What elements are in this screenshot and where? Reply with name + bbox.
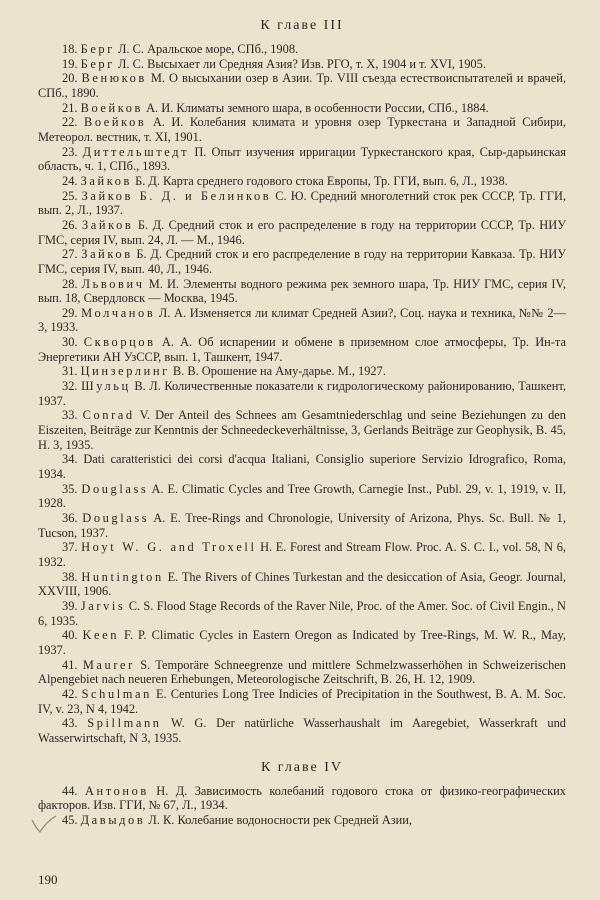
reference-entry (38, 277, 566, 306)
reference-text: А. И. Колебания климата и уровня озер Туркестана и Западной Сибири, Метеорол. вестник, т. XI, 1901. (38, 115, 566, 144)
reference-number: 39. (62, 598, 78, 613)
reference-number: 45. (62, 812, 78, 827)
reference-number: 43. (62, 716, 78, 731)
reference-text: А. И. Климаты земного шара, в особенности России, СПб., 1884. (146, 100, 489, 115)
reference-number: 29. (62, 305, 78, 320)
reference-text: В. В. Орошение на Аму-дарье. М., 1927. (172, 364, 386, 379)
reference-number: 21. (62, 100, 78, 115)
reference-text: V. Der Anteil des Schnees am Gesamtniederschlag und seine Beziehungen zu den Eiszeiten, Beiträge zur Kenntnis der Schneedeckeverhältnisse, 3, Gerlands Beiträge zur Geophysik, B. 45, H. 3, 1935. (38, 408, 566, 452)
reference-entry (38, 599, 566, 628)
reference-text: А. А. Об испарении и обмене в приземном слое атмосферы, Тр. Ин-та Энергетики АН УзССР, вып. 1, Ташкент, 1947. (38, 335, 566, 364)
reference-number: 28. (62, 276, 78, 291)
handwritten-check-mark-icon (30, 814, 58, 834)
reference-entry (38, 335, 566, 364)
reference-author: Зайков (80, 173, 132, 188)
reference-number: 44. (62, 783, 78, 798)
reference-author: Берг (80, 42, 115, 56)
reference-text: E. The Rivers of Chines Turkestan and the desiccation of Asia, Geogr. Journal, XXVIII, 1906. (38, 569, 567, 599)
reference-text: H. E. Forest and Stream Flow. Proc. A. S. C. I., vol. 58, N 6, 1932. (38, 540, 566, 569)
reference-entry (38, 716, 566, 745)
chapter-iv-heading: К главе IV (260, 759, 344, 775)
reference-text: E. Centuries Long Tree Indicies of Precipitation in the Southwest, B. A. M. Soc. IV, v. 23, N 4, 1942. (38, 686, 566, 716)
reference-number: 33. (62, 408, 78, 423)
reference-author: Conrad (82, 408, 135, 423)
reference-author: Huntington (81, 569, 164, 584)
reference-author: Зайков (81, 247, 133, 262)
page-number: 190 (38, 872, 58, 887)
reference-author: Антонов (84, 783, 149, 798)
reference-number: 23. (62, 144, 78, 159)
reference-entry (38, 813, 566, 828)
reference-entry (38, 658, 566, 687)
reference-number: 40. (62, 628, 78, 643)
reference-entry (38, 379, 566, 408)
reference-entry (38, 189, 566, 218)
reference-author: Молчанов (81, 305, 156, 320)
reference-text: В. Л. Количественные показатели к гидрологическому районированию, Ташкент, 1937. (38, 379, 566, 408)
reference-text: A. E. Tree-Rings and Chronologie, University of Arizona, Phys. Sc. Bull. № 1, Tucson, 1937. (38, 511, 566, 540)
reference-author: Цинзерлинг (80, 364, 170, 379)
reference-text: S. Temporäre Schneegrenze und mittlere Schmelzwasserhöhen in Schweizerischen Alpengebiet nach neueren Erhebungen, Meteorologische Zeitschrift, B. 26, H. 12, 1909. (38, 657, 567, 687)
reference-entry (38, 408, 566, 452)
reference-entry (38, 687, 566, 716)
reference-author: Keen (82, 628, 120, 643)
reference-author: Львович (81, 276, 145, 291)
reference-number: 18. (62, 42, 78, 56)
reference-entry (38, 784, 566, 813)
reference-entry (38, 145, 566, 174)
reference-text: Л. К. Колебание водоносности рек Средней Азии, (148, 812, 412, 827)
reference-number: 30. (62, 335, 78, 350)
reference-number: 41. (62, 657, 78, 672)
reference-text: Л. С. Высыхает ли Средняя Азия? Изв. РГО, т. X, 1904 и т. XVI, 1905. (118, 56, 486, 71)
reference-author: Maurer (82, 657, 135, 672)
reference-text: Б. Д. Карта среднего годового стока Европы, Тр. ГГИ, вып. 6, Л., 1938. (135, 173, 508, 188)
reference-entry (38, 482, 566, 511)
reference-number: 26. (62, 217, 78, 232)
reference-text: П. Опыт изучения ирригации Туркестанского края, Сыр-дарьинская область, ч. 1, СПб., 1893. (38, 144, 566, 174)
reference-text: С. Ю. Средний многолетний сток рек СССР, Тр. ГГИ, вып. 2, Л., 1937. (38, 188, 567, 218)
reference-text: W. G. Der natürliche Wasserhaushalt im Aaregebiet, Wasserkraft und Wasserwirtschaft, N 3, 1935. (38, 716, 567, 745)
reference-text: М. О высыхании озер в Азии. Тр. VIII съезда естествоиспытателей и врачей, СПб., 1890. (38, 71, 566, 100)
reference-text: М. И. Элементы водного режима рек земного шара, Тр. НИУ ГМС, серия IV, вып. 18, Свердловск — Москва, 1945. (38, 276, 566, 306)
reference-number: 24. (62, 173, 78, 188)
reference-author: Schulman (81, 686, 152, 701)
reference-entry (38, 174, 566, 189)
reference-author: Spillmann (87, 716, 162, 731)
reference-author: Диттельштедт (82, 144, 190, 159)
reference-text: A. E. Climatic Cycles and Tree Growth, Carnegie Inst., Publ. 29, v. 1, 1919, v. II, 1928. (38, 481, 566, 511)
reference-author: Воейков (83, 115, 147, 130)
reference-author: Воейков (80, 100, 143, 115)
reference-list-chapter-iii (38, 42, 566, 746)
reference-entry (38, 42, 566, 57)
reference-number: 19. (62, 56, 78, 71)
reference-entry (38, 101, 566, 116)
reference-number: 32. (62, 379, 78, 394)
reference-author: Douglass (81, 481, 149, 496)
reference-number: 36. (62, 511, 78, 525)
reference-text: Б. Д. Средний сток и его распределение в году на территории СССР, Тр. НИУ ГМС, серия IV, вып. 24, Л. — М., 1946. (38, 217, 566, 247)
reference-text: C. S. Flood Stage Records of the Raver Nile, Proc. of the Amer. Soc. of Civil Engin., N 6, 1935. (38, 598, 566, 628)
reference-text: Н. Д. Зависимость колебаний годового стока от физико-географических факторов. Изв. ГГИ, № 67, Л., 1934. (38, 783, 566, 813)
reference-entry (38, 247, 566, 276)
reference-number: 38. (62, 569, 78, 584)
reference-author: Jarvis (80, 598, 126, 613)
reference-text: Dati caratteristici dei corsi d'acqua Italiani, Consiglio superiore Servizio Idrografico, Roma, 1934. (38, 452, 566, 482)
reference-list-chapter-iv (38, 784, 566, 828)
reference-entry (38, 511, 566, 540)
reference-author: Шульц (81, 379, 131, 394)
reference-text: Л. С. Аральское море, СПб., 1908. (118, 42, 299, 56)
reference-author: Берг (80, 56, 115, 71)
reference-number: 27. (62, 247, 78, 262)
reference-entry (38, 628, 566, 657)
reference-entry (38, 306, 566, 335)
reference-number: 31. (62, 364, 78, 379)
reference-entry (38, 57, 566, 72)
reference-text: Б. Д. Средний сток и его распределение в году на территории Кавказа. Тр. НИУ ГМС, серия IV, вып. 40, Л., 1946. (38, 247, 566, 276)
reference-author: Зайков (82, 217, 134, 232)
reference-entry (38, 71, 566, 100)
reference-entry (38, 570, 566, 599)
reference-author: Скворцов (83, 335, 156, 350)
reference-author: Давыдов (80, 812, 146, 827)
reference-author: Hoyt W. G. and Troxell (81, 540, 257, 555)
reference-entry (38, 540, 566, 569)
reference-text: Л. А. Изменяется ли климат Средней Азии?, Соц. наука и техника, №№ 2—3, 1933. (38, 305, 566, 335)
reference-number: 20. (62, 71, 78, 86)
reference-number: 22. (62, 115, 78, 130)
reference-text: F. P. Climatic Cycles in Eastern Oregon as Indicated by Tree-Rings, M. W. R., May, 1937. (38, 628, 566, 657)
reference-number: 42. (62, 686, 78, 701)
reference-entry (38, 218, 566, 247)
reference-entry (38, 452, 566, 481)
reference-number: 34. (62, 452, 78, 467)
reference-author: Douglass (82, 511, 150, 525)
reference-entry (38, 115, 566, 144)
reference-number: 37. (62, 540, 78, 555)
reference-entry (38, 364, 566, 379)
reference-number: 35. (62, 481, 78, 496)
reference-author: Венюков (81, 71, 147, 86)
reference-number: 25. (62, 188, 78, 203)
reference-author: Зайков Б. Д. и Белинков (81, 188, 272, 203)
chapter-iii-heading: К главе III (260, 18, 344, 33)
